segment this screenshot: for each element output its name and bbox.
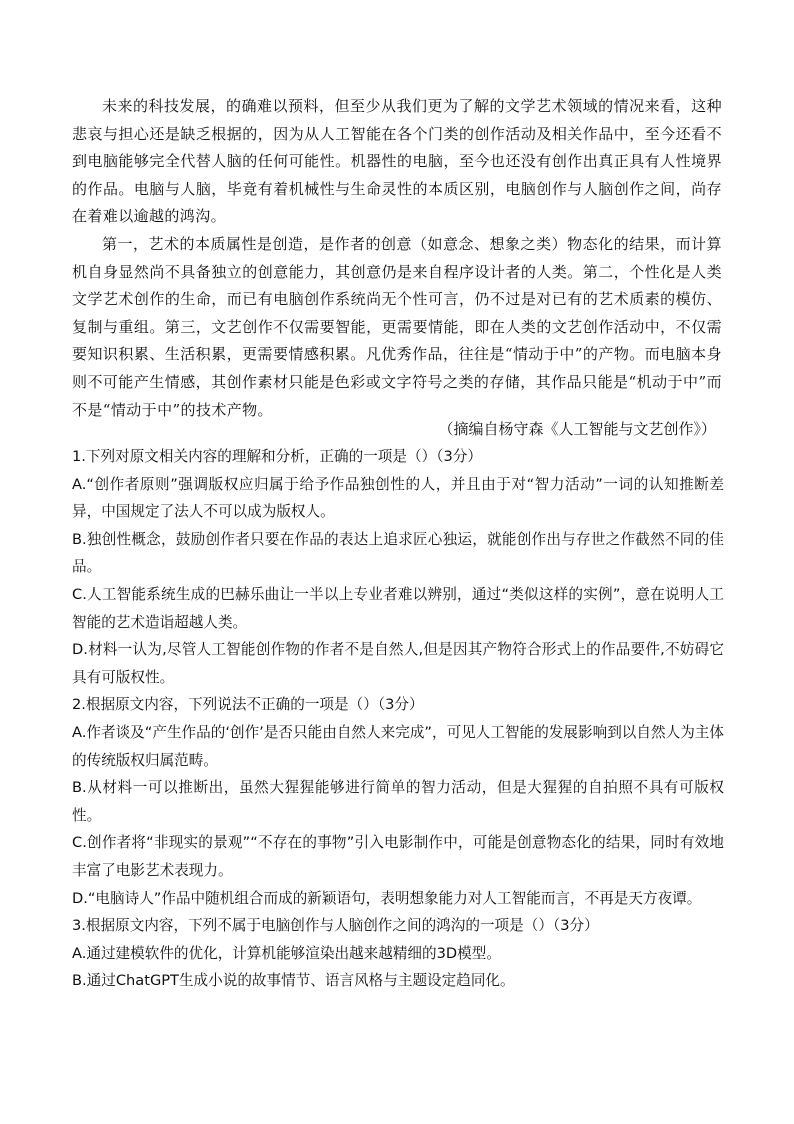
- question-3-option-a: A.通过建模软件的优化，计算机能够渲染出越来越精细的3D模型。: [72, 944, 501, 962]
- question-3-option-b: B.通过ChatGPT生成小说的故事情节、语言风格与主题设定趋同化。: [72, 972, 515, 990]
- question-list: [72, 443, 724, 995]
- question-2-option-a: A.作者谈及“产生作品的‘创作’是否只能由自然人来完成”，可见人工智能的发展影响到以自然人为主体的传统版权归属范畴。: [72, 723, 724, 769]
- question-1-option-b: B.独创性概念，鼓励创作者只要在作品的表达上追求匠心独运，就能创作出与存世之作截然不同的佳品。: [72, 530, 724, 576]
- question-2-option-c: C.创作者将“非现实的景观”“不存在的事物”引入电影制作中，可能是创意物态化的结果，同时有效地丰富了电影艺术表现力。: [72, 834, 724, 879]
- question-2-stem: 2.根据原文内容，下列说法不正确的一项是（）（3分）: [72, 696, 424, 714]
- question-1-stem: 1.下列对原文相关内容的理解和分析，正确的一项是（）（3分）: [72, 448, 482, 465]
- question-3-stem: 3.根据原文内容，下列不属于电脑创作与人脑创作之间的鸿沟的一项是（）（3分）: [72, 917, 599, 935]
- passage-source: （摘编自杨守森《人工智能与文艺创作》）: [438, 420, 716, 438]
- question-2-option-d: D.“电脑诗人”作品中随机组合而成的新颖语句，表明想象能力对人工智能而言，不再是天方夜谭。: [72, 889, 702, 907]
- question-1-option-d: D.材料一认为,尽管人工智能创作物的作者不是自然人,但是因其产物符合形式上的作品要件,不妨碍它具有可版权性。: [72, 641, 724, 686]
- passage-paragraph-2: 第一，艺术的本质属性是创造，是作者的创意（如意念、想象之类）物态化的结果，而计算机自身显然尚不具备独立的创意能力，其创意仍是来自程序设计者的人类。第二，个性化是人类文学艺术创作的生命，而已有电脑创作系统尚无个性可言，仍不过是对已有的艺术质素的模仿、复制与重组。第三，文艺创作不仅需要智能，更需要情能，即在人类的文艺创作活动中，不仅需要知识积累、生活积累，更需要情感积累。凡优秀作品，往往是“情动于中”的产物。而电脑本身则不可能产生情感，其创作素材只能是色彩或文字符号之类的存储，其作品只能是“机动于中”而不是“情动于中”的技术产物。: [72, 234, 722, 419]
- question-1-option-a: A.“创作者原则”强调版权应归属于给予作品独创性的人，并且由于对“智力活动”一词的认知推断差异，中国规定了法人不可以成为版权人。: [72, 475, 724, 521]
- passage-paragraph-1: 未来的科技发展，的确难以预料，但至少从我们更为了解的文学艺术领域的情况来看，这种悲哀与担心还是缺乏根据的，因为从人工智能在各个门类的创作活动及相关作品中，至今还看不到电脑能够完全代替人脑的任何可能性。机器性的电脑，至今也还没有创作出真正具有人性境界的作品。电脑与人脑，毕竟有着机械性与生命灵性的本质区别，电脑创作与人脑创作之间，尚存在着难以逾越的鸿沟。: [72, 97, 722, 226]
- question-1-option-c: C.人工智能系统生成的巴赫乐曲让一半以上专业者难以辨别，通过“类似这样的实例”，意在说明人工智能的艺术造诣超越人类。: [72, 585, 724, 631]
- question-2-option-b: B.从材料一可以推断出，虽然大猩猩能够进行简单的智力活动，但是大猩猩的自拍照不具有可版权性。: [72, 779, 724, 824]
- reading-passage: [72, 93, 722, 424]
